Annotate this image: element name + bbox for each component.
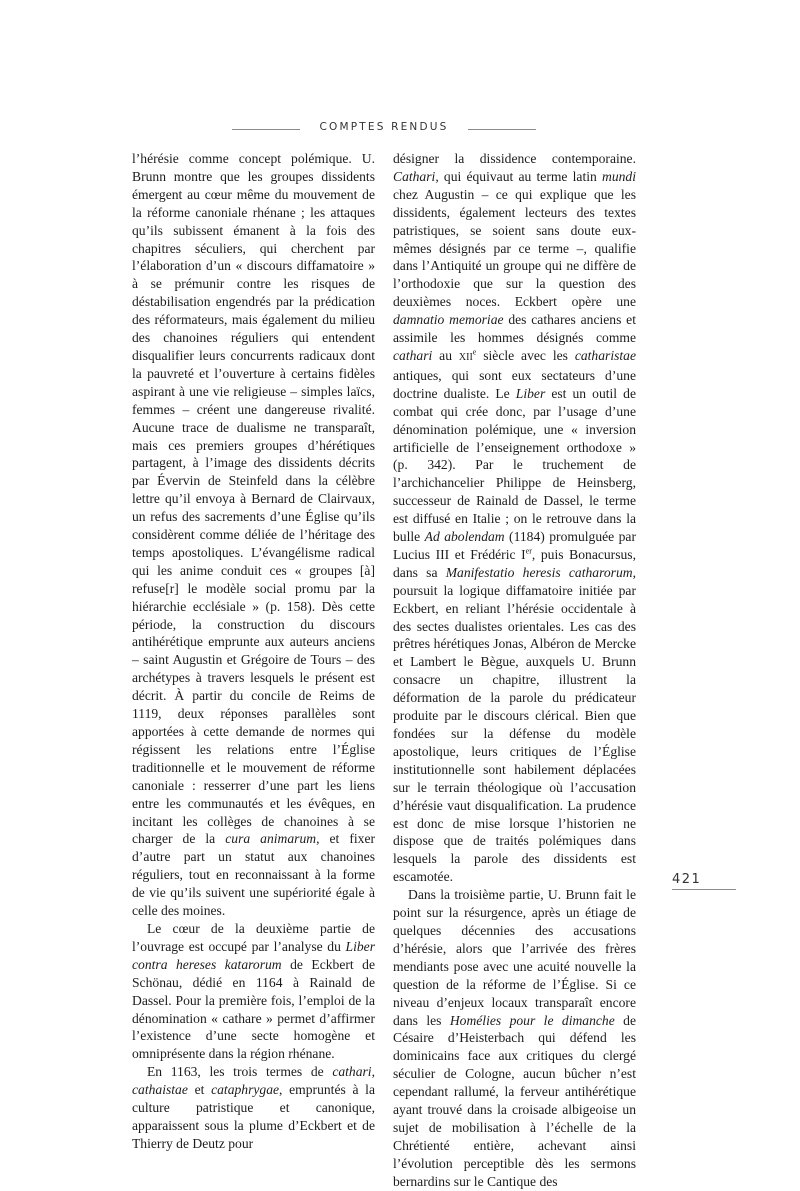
page-number-rule <box>672 889 736 890</box>
paragraph <box>393 886 636 1190</box>
text-column-right <box>393 150 636 1191</box>
text-run: chez Augustin – ce qui explique que les dissidents, également lecteurs des textes patristiques, se soient sans doute eux-mêmes désignés par ce terme –, qualifie dans l’Antiquité un groupe qui ne diffère de l’orthodoxie que sur la question des deuxièmes noces. Eckbert opère une <box>393 186 636 310</box>
text-column-left <box>132 150 375 1153</box>
paragraph <box>393 150 636 886</box>
text-run: , et fixer d’autre part un statut aux chanoines réguliers, tout en reconnaissant à la forme de vie qu’ils suivent une supériorité égale à celle des moines. <box>132 831 375 919</box>
italic-term: Liber contra hereses katarorum <box>132 938 375 972</box>
text-run: (1184) promulguée par Lucius III et Frédéric I <box>393 529 636 562</box>
text-run: des cathares anciens et assimile les hommes désignés comme <box>393 312 636 346</box>
text-run: antiques, qui sont eux sectateurs d’une doctrine dualiste. Le <box>393 367 636 401</box>
text-run: de Eckbert de Schönau, dédié en 1164 à Rainald de Dassel. Pour la première fois, l’emploi de la dénomination « cathare » permet d’affirmer l’existence d’une secte homogène et omniprésente dans la région rhénane. <box>132 956 376 1062</box>
text-run: de Césaire d’Heisterbach qui défend les dominicains face aux critiques du clergé séculier de Cologne, aucun bûcher n’est cependant rallumé, la ferveur antihérétique ayant trouvé dans la croisade albigeoise un sujet de mobilisation à l’échelle de la Chrétienté entière, achevant ainsi l’évolution perceptible dès les sermons bernardins sur le Cantique des <box>393 1012 636 1189</box>
superscript: er <box>525 546 532 556</box>
italic-term: mundi <box>602 168 636 184</box>
italic-term: catharistae <box>574 347 636 363</box>
italic-term: Ad abolendam <box>424 529 505 545</box>
text-run: En 1163, les trois termes de <box>147 1064 333 1080</box>
text-run: Dans la troisième partie, U. Brunn fait le point sur la résurgence, après un étiage de quelques décennies des accusations d’hérésie, alors que l’arrivée des frères mendiants pose avec une acuité nouvelle la question de la réforme de l’Église. Si ce niveau d’enjeux locaux transparaît encore dans les <box>393 887 636 1028</box>
paragraph <box>132 150 375 920</box>
small-caps-numeral: XII <box>458 351 473 363</box>
page-number: 421 <box>672 872 702 887</box>
paragraph <box>132 920 375 1063</box>
text-run: Le cœur de la deuxième partie de l’ouvrage est occupé par l’analyse du <box>132 920 375 954</box>
header-rule-left <box>232 129 300 130</box>
italic-term: cataphrygae <box>211 1082 280 1098</box>
text-run: , empruntés à la culture patristique et canonique, apparaissent sous la plume d’Eckbert et de Thierry de Deutz pour <box>132 1082 375 1151</box>
italic-term: Manifestatio heresis catharorum <box>445 564 633 580</box>
text-run: et <box>187 1082 212 1098</box>
text-run: , poursuit la logique diffamatoire initiée par Eckbert, en reliant l’hérésie occidentale à des sectes dualistes orientales. Les cas des prêtres hérétiques Jonas, Albéron de Mercke et Lambert le Bègue, auxquels U. Brunn consacre un chapitre, illustrent la déformation de la parole du prédicateur produite par le discours clérical. Bien que fondées sur la défense du modèle apostolique, leurs critiques de l’Église institutionnelle sont habilement déplacées sur le terrain théologique où l’accusation d’hérésie vaut disqualification. La prudence est donc de mise lorsque l’historien ne dispose que de traités polémiques dans lesquels la parole des dissidents est escamotée. <box>393 564 636 885</box>
text-run: désigner la dissidence contemporaine. <box>393 151 636 166</box>
text-run: l’hérésie comme concept polémique. U. Brunn montre que les groupes dissidents émergent au cœur même du mouvement de la réforme canoniale rhénane ; les attaques qu’ils subissent émanent à la fois des chapitres séculiers, qui cherchent par l’élaboration d’un « discours diffamatoire » à se prémunir contre les risques de déstabilisation engendrés par la prédication des réformateurs, mais également du milieu des chanoines réguliers qui entendent disqualifier leurs concurrents radicaux dont la pauvreté et l’ouverture à certains fidèles aspirant à une vie religieuse – simples laïcs, femmes – créent une dangereuse rivalité. Aucune trace de dualisme ne transparaît, mais ces premiers groupes d’hérétiques partagent, à l’image des dissidents décrits par Évervin de Steinfeld dans la célèbre lettre qu’il envoya à Bernard de Clairvaux, un refus des sacrements d’une Église qu’ils considèrent comme déliée de l’héritage des temps apostoliques. L’évangélisme radical qui les anime conduit ces « groupes [à] refuse[r] le modèle social promu par la hiérarchie ecclésiale » (p. 158). Dès cette période, la construction du discours antihérétique emprunte aux auteurs anciens – saint Augustin et Grégoire de Tours – des archétypes à travers lesquels le présent est décrit. À partir du concile de Reims de 1119, deux réponses parallèles sont apportées à cette demande de normes qui régissent les relations entre l’Église traditionnelle et le mouvement de réforme canoniale : resserrer d’une part les liens entre les communautés et les évêques, en incitant les collèges de chanoines à se charger de la <box>132 151 375 847</box>
text-run: au <box>432 347 459 363</box>
text-run: , puis Bonacursus, dans sa <box>393 546 636 580</box>
text-run: , <box>371 1064 375 1080</box>
italic-term: Cathari <box>393 168 436 184</box>
paragraph <box>132 1063 375 1153</box>
text-run: siècle avec les <box>476 347 575 363</box>
running-header <box>0 121 800 137</box>
italic-term: cura animarum <box>225 831 317 847</box>
header-rule-right <box>468 129 536 130</box>
italic-term: cathaistae <box>132 1082 188 1098</box>
italic-term: Homélies pour le dimanche <box>449 1012 615 1028</box>
italic-term: cathari <box>393 347 433 363</box>
text-run: , qui équivaut au terme latin <box>435 168 603 184</box>
text-run: est un outil de combat qui crée donc, par l’usage d’une dénomination polémique, une « inversion artificielle de l’enseignement orthodoxe » (p. 342). Par le truchement de l’archichancelier Philippe de Heinsberg, successeur de Rainald de Dassel, le terme est diffusé en Italie ; on le retrouve dans la bulle <box>393 385 636 545</box>
italic-term: Liber <box>515 385 546 401</box>
superscript: e <box>472 347 477 357</box>
italic-term: damnatio memoriae <box>393 312 504 328</box>
section-title: COMPTES RENDUS <box>319 121 449 133</box>
italic-term: cathari <box>332 1064 372 1080</box>
